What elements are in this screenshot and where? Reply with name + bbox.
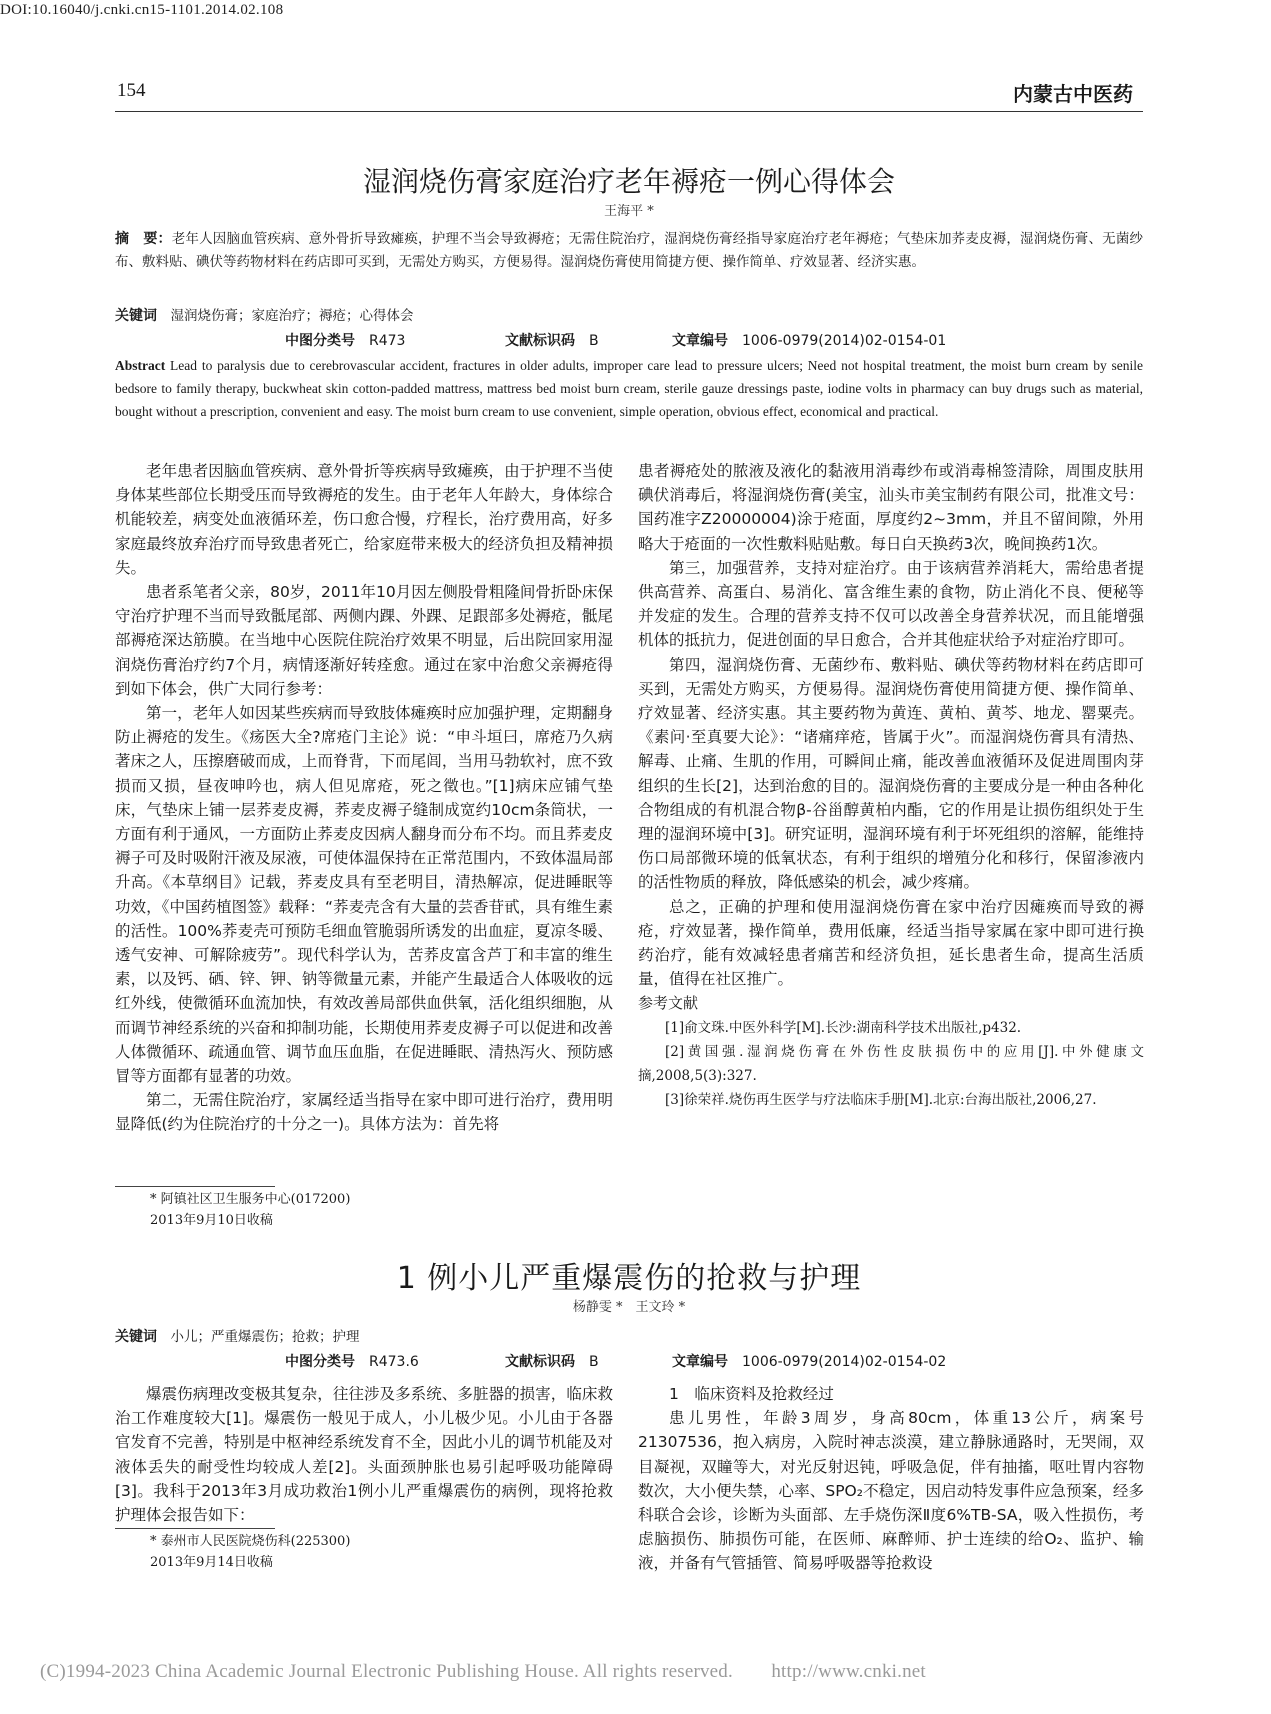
article2-title: 1 例小儿严重爆震伤的抢救与护理 [396, 1261, 862, 1296]
article1-clc [285, 330, 405, 350]
abstract-label: 摘 要： [115, 231, 172, 247]
article1-abstract [115, 228, 1143, 273]
body-paragraph: 第三，加强营养，支持对症治疗。由于该病营养消耗大，需给患者提供高营养、高蛋白、易消化、富含维生素的食物，防止消化不良、便秘等并发症的发生。合理的营养支持不仅可以改善全身营养状况，而且能增强机体的抵抗力，促进创面的早日愈合，合并其他症状给予对症治疗即可。 [638, 558, 1144, 650]
doc-code-label: 文献标识码 [505, 333, 575, 349]
reference-item: [2]黄国强.湿润烧伤膏在外伤性皮肤损伤中的应用[J].中外健康文摘,2008,5(3):327. [638, 1043, 1144, 1084]
footnote-rule [115, 1528, 275, 1529]
body-paragraph: 第二，无需住院治疗，家属经适当指导在家中即可进行治疗，费用明显降低(约为住院治疗的十分之一)。具体方法为：首先将 [115, 1091, 613, 1134]
article2-right-column [638, 1382, 1144, 1576]
article1-abstract-en [115, 354, 1143, 423]
body-paragraph: 患儿男性，年龄3周岁，身高80cm，体重13公斤，病案号21307536，抱入病房，入院时神志淡漠，建立静脉通路时，无哭闹，双目凝视，双瞳等大，对光反射迟钝，呼吸急促，伴有抽搐，呕吐胃内容物数次，大小便失禁，心率、SPO₂不稳定，因启动特发事件应急预案，经多科联合会诊，诊断为头面部、左手烧伤深Ⅱ度6%TB-SA，吸入性损伤，考虑脑损伤、肺损伤可能，在医师、麻醉师、护士连续的给O₂、监护、输液，并备有气管插管、简易呼吸器等抢救设 [638, 1409, 1144, 1573]
article1-title: 湿润烧伤膏家庭治疗老年褥疮一例心得体会 [362, 165, 895, 198]
article2-clc [285, 1351, 419, 1371]
footnote-rule [115, 1186, 275, 1187]
page-number: 154 [117, 80, 146, 101]
article2-keywords [115, 1325, 360, 1346]
keywords-text: 小儿；严重爆震伤；抢救；护理 [170, 1329, 360, 1345]
abstract-text: 老年人因脑血管疾病、意外骨折导致瘫痪，护理不当会导致褥疮；无需住院治疗，湿润烧伤膏经指导家庭治疗老年褥疮；气垫床加荞麦皮褥，湿润烧伤膏、无菌纱布、敷料贴、碘伏等药物材料在药店即可买到，无需处方购买，方便易得。湿润烧伤膏使用简捷方便、操作简单、疗效显著、经济实惠。 [115, 231, 1144, 270]
article1-keywords [115, 304, 414, 325]
article1-footnote-affiliation: * 阿镇社区卫生服务中心(017200) [150, 1192, 351, 1207]
clc-label: 中图分类号 [285, 1354, 355, 1370]
clc-label: 中图分类号 [285, 333, 355, 349]
doc-code-value: B [589, 333, 599, 349]
body-paragraph: 总之，正确的护理和使用湿润烧伤膏在家中治疗因瘫痪而导致的褥疮，疗效显著，操作简单，费用低廉，经适当指导家属在家中即可进行换药治疗，能有效减轻患者痛苦和经济负担，延长患者生命，提高生活质量，值得在社区推广。 [638, 897, 1144, 989]
article2-footnote-affiliation: * 泰州市人民医院烧伤科(225300) [150, 1534, 351, 1549]
header-rule [115, 111, 1143, 112]
article1-right-column [638, 459, 1144, 1112]
keywords-text: 湿润烧伤膏；家庭治疗；褥疮；心得体会 [170, 308, 414, 324]
keywords-label: 关键词 [115, 1329, 157, 1345]
body-paragraph: 患者系笔者父亲，80岁，2011年10月因左侧股骨粗隆间骨折卧床保守治疗护理不当而导致骶尾部、两侧内踝、外踝、足跟部多处褥疮，骶尾部褥疮深达筋膜。在当地中心医院住院治疗效果不明显，后出院回家用湿润烧伤膏治疗约7个月，病情逐渐好转痊愈。通过在家中治愈父亲褥疮得到如下体会，供广大同行参考： [115, 583, 613, 698]
clc-value: R473.6 [369, 1354, 419, 1370]
body-paragraph: 爆震伤病理改变极其复杂，往往涉及多系统、多脏器的损害，临床救治工作难度较大[1]。爆震伤一般见于成人，小儿极少见。小儿由于各器官发育不完善，特别是中枢神经系统发育不全，因此小儿的调节机能及对液体丢失的耐受性均较成人差[2]。头面颈肿胀也易引起呼吸功能障碍[3]。我科于2013年3月成功救治1例小儿严重爆震伤的病例，现将抢救护理体会报告如下： [115, 1385, 613, 1525]
article1-author: 王海平 * [604, 204, 654, 219]
keywords-label: 关键词 [115, 308, 157, 324]
journal-name: 内蒙古中医药 [1013, 82, 1133, 106]
article1-left-column [115, 459, 613, 1137]
body-paragraph: 第四，湿润烧伤膏、无菌纱布、敷料贴、碘伏等药物材料在药店即可买到，无需处方购买，方便易得。湿润烧伤膏使用简捷方便、操作简单、疗效显著、经济实惠。其主要药物为黄连、黄柏、黄芩、地龙、罂粟壳。《素问·至真要大论》：“诸痛痒疮，皆属于火”。而湿润烧伤膏具有清热、解毒、止痛、生肌的作用，可瞬间止痛，能改善血液循环及促进周围肉芽组织的生长[2]，达到治愈的目的。湿润烧伤膏的主要成分是一种由各种化合物组成的有机混合物β-谷甾醇黄柏内酯，它的作用是让损伤组织处于生理的湿润环境中[3]。研究证明，湿润环境有利于坏死组织的溶解，能维持伤口局部微环境的低氧状态，有利于组织的增殖分化和移行，保留渗液内的活性物质的释放，降低感染的机会，减少疼痛。 [638, 655, 1144, 892]
article2-left-column [115, 1382, 613, 1527]
references-heading: 参考文献 [638, 994, 699, 1013]
article-no-label: 文章编号 [672, 1354, 728, 1370]
abstract-en-text: Lead to paralysis due to cerebrovascular accident, fractures in older adults, improper care lead to pressure ulcers; Need not hospital treatment, the moist burn cream by senile bedsore to family therapy, buckwheat skin cotton-padded mattress, mattress bed moist burn cream, sterile gauze dressings paste, iodine volts in pharmacy can buy drugs such as material, bought without a prescription, convenient and easy. The moist burn cream to use convenient, simple operation, obvious effect, economical and practical. [115, 358, 1143, 419]
article-no-value: 1006-0979(2014)02-0154-02 [742, 1354, 947, 1370]
body-paragraph: 第一，老年人如因某些疾病而导致肢体瘫痪时应加强护理，定期翻身防止褥疮的发生。《疡医大全?席疮门主论》说：“申斗垣曰，席疮乃久病著床之人，压擦磨破而成，上而脊背，下而尾闾，当用马勃软衬，庶不致损而又损，昼夜呻吟也，病人但见席疮，死之徵也。”[1]病床应铺气垫床，气垫床上铺一层荞麦皮褥，荞麦皮褥子缝制成宽约10cm条筒状，一方面有利于通风，一方面防止荞麦皮因病人翻身而分布不均。而且荞麦皮褥子可及时吸附汗液及尿液，可使体温保持在正常范围内，不致体温局部升高。《本草纲目》记载，荞麦皮具有至老明目，清热解凉，促进睡眠等功效，《中国药植图签》载释：“荞麦壳含有大量的芸香苷甙，具有维生素的活性。100%荞麦壳可预防毛细血管脆弱所诱发的出血症，夏凉冬暖、透气安神、可解除疲劳”。现代科学认为，苦荞皮富含芦丁和丰富的维生素，以及钙、硒、锌、钾、钠等微量元素，并能产生最适合人体吸收的远红外线，使微循环血流加快，有效改善局部供血供氧，活化组织细胞，从而调节神经系统的兴奋和抑制功能，长期使用荞麦皮褥子可以促进和改善人体微循环、疏通血管、调节血压血脂，在促进睡眠、清热泻火、预防感冒等方面都有显著的功效。 [115, 704, 613, 1086]
article1-doc-code [505, 330, 599, 350]
article-no-value: 1006-0979(2014)02-0154-01 [742, 333, 947, 349]
article2-article-no [672, 1351, 946, 1371]
article2-doc-code [505, 1351, 599, 1371]
article1-article-no [672, 330, 946, 350]
copyright-footer: (C)1994-2023 China Academic Journal Electronic Publishing House. All rights reserved. http://www.cnki.net [40, 1661, 926, 1682]
article1-footnote-received: 2013年9月10日收稿 [150, 1213, 273, 1228]
abstract-en-label: Abstract [115, 358, 166, 373]
doc-code-value: B [589, 1354, 599, 1370]
reference-item: [3]徐荣祥.烧伤再生医学与疗法临床手册[M].北京:台海出版社,2006,27. [665, 1091, 1097, 1108]
clc-value: R473 [369, 333, 406, 349]
reference-item: [1]俞文珠.中医外科学[M].长沙:湖南科学技术出版社,p432. [665, 1019, 1022, 1036]
article-no-label: 文章编号 [672, 333, 728, 349]
article2-author: 杨静雯 * 王文玲 * [572, 1300, 686, 1315]
doi-line: DOI:10.16040/j.cnki.cn15-1101.2014.02.108 [0, 2, 284, 18]
section-heading: 1 临床资料及抢救经过 [669, 1385, 834, 1403]
body-paragraph: 患者褥疮处的脓液及液化的黏液用消毒纱布或消毒棉签清除，周围皮肤用碘伏消毒后，将湿润烧伤膏(美宝，汕头市美宝制药有限公司，批准文号：国药准字Z20000004)涂于疮面，厚度约2~3mm，并且不留间隙，外用略大于疮面的一次性敷料贴贴敷。每日白天换药3次，晚间换药1次。 [638, 462, 1144, 553]
doc-code-label: 文献标识码 [505, 1354, 575, 1370]
article2-footnote-received: 2013年9月14日收稿 [150, 1555, 273, 1570]
body-paragraph: 老年患者因脑血管疾病、意外骨折等疾病导致瘫痪，由于护理不当使身体某些部位长期受压而导致褥疮的发生。由于老年人年龄大，身体综合机能较差，病变处血液循环差，伤口愈合慢，疗程长，治疗费用高，好多家庭最终放弃治疗而导致患者死亡，给家庭带来极大的经济负担及精神损失。 [115, 462, 613, 577]
